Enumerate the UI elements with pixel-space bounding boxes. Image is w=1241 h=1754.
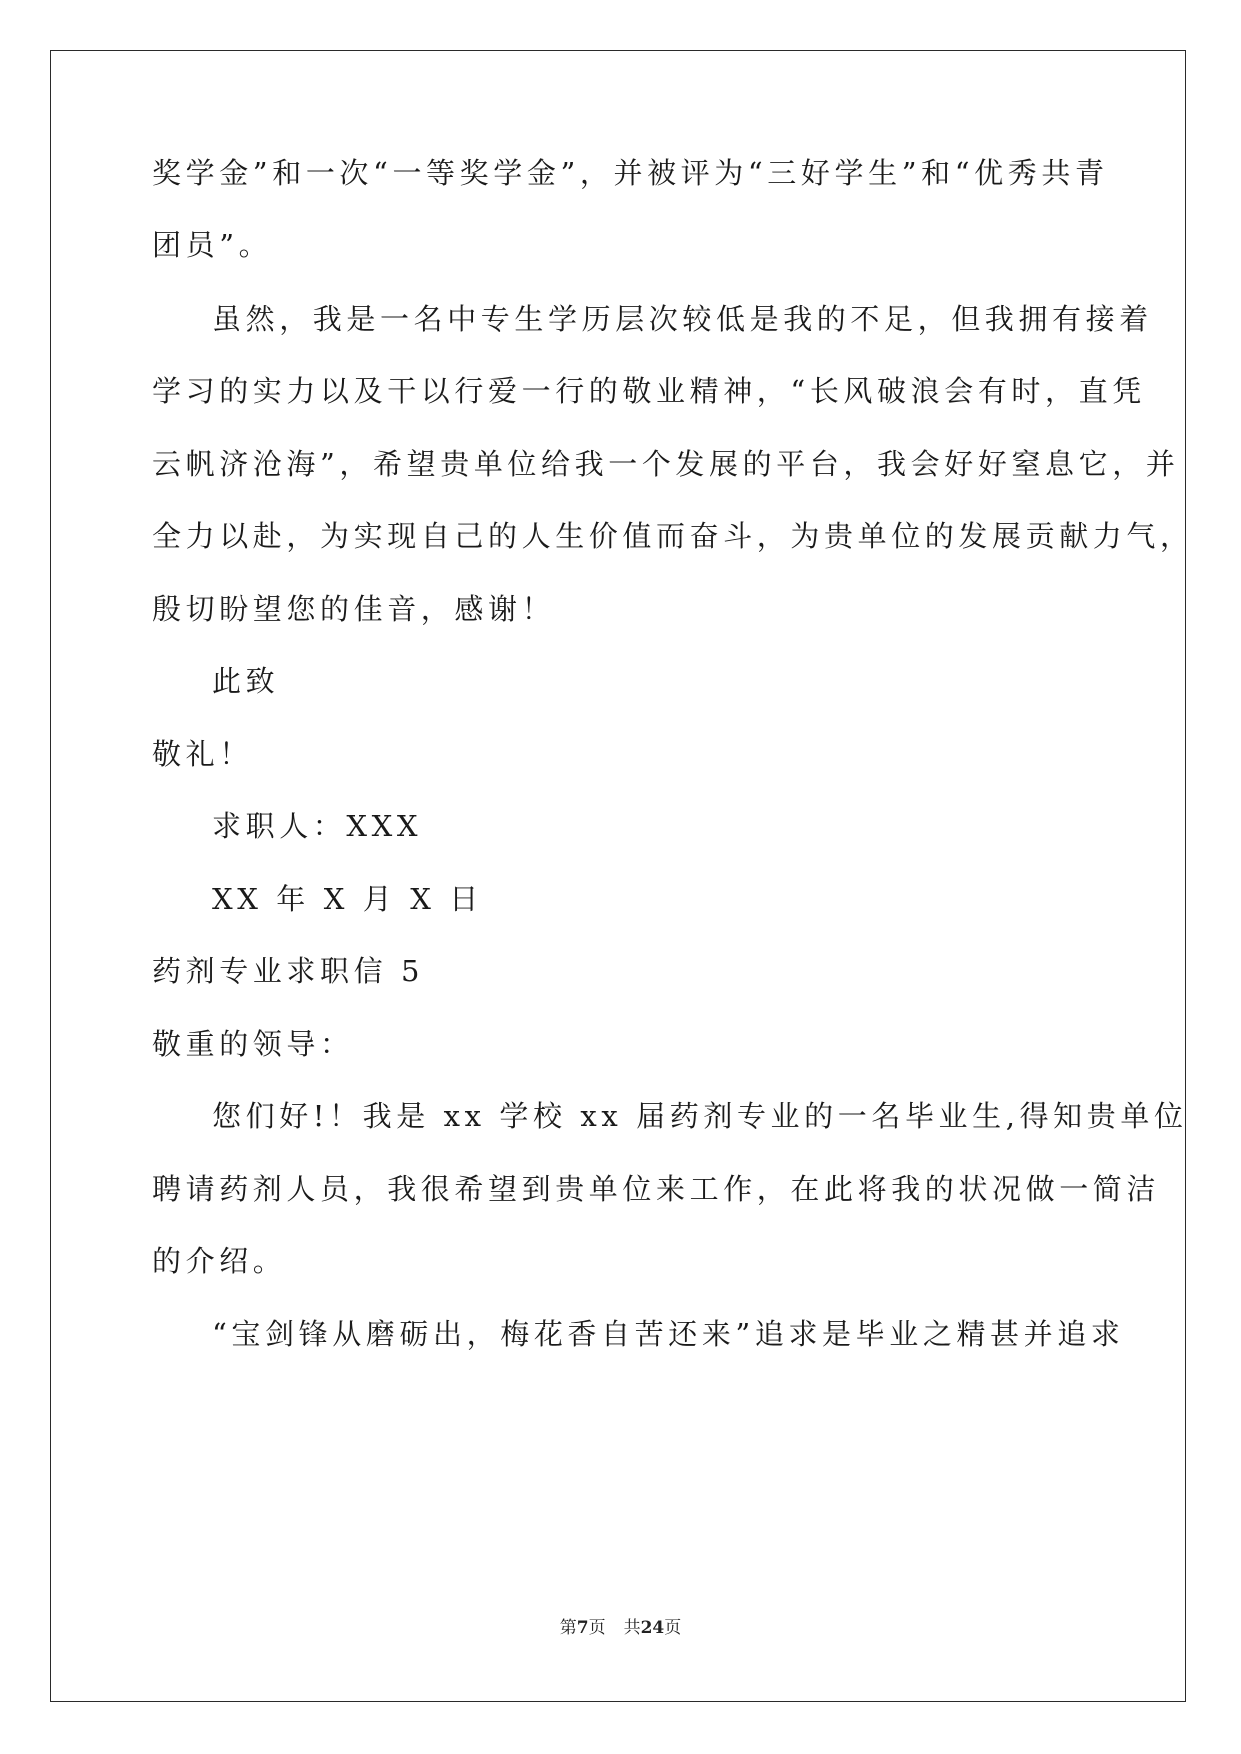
text-line: 奖学金”和一次“一等奖学金”，并被评为“三好学生”和“优秀共青 xyxy=(152,156,1109,190)
total-page-count: 24 xyxy=(640,1618,665,1638)
text-line: 聘请药剂人员，我很希望到贵单位来工作，在此将我的状况做一简洁 xyxy=(152,1172,1161,1206)
applicant-signature: 求职人：XXX xyxy=(212,809,423,843)
section-title: 药剂专业求职信 5 xyxy=(152,954,425,988)
page-border xyxy=(50,50,1186,1702)
page-suffix: 页 xyxy=(588,1618,606,1638)
date-line: XX 年 X 月 X 日 xyxy=(212,882,483,916)
total-suffix: 页 xyxy=(664,1618,682,1638)
page-prefix: 第 xyxy=(559,1618,577,1638)
closing-phrase: 此致 xyxy=(212,664,280,698)
current-page-number: 7 xyxy=(576,1618,589,1638)
text-line: 学习的实力以及干以行爱一行的敬业精神，“长风破浪会有时，直凭 xyxy=(152,374,1146,408)
paragraph-line: “宝剑锋从磨砺出，梅花香自苦还来”追求是毕业之精甚并追求 xyxy=(212,1317,1125,1351)
text-line: 团员”。 xyxy=(152,228,273,262)
text-line: 殷切盼望您的佳音，感谢！ xyxy=(152,592,556,626)
text-line: 的介绍。 xyxy=(152,1244,287,1278)
greeting: 敬重的领导： xyxy=(152,1027,354,1061)
paragraph-line: 您们好!！我是 xx 学校 xx 届药剂专业的一名毕业生,得知贵单位 xyxy=(212,1099,1188,1133)
text-line: 全力以赴，为实现自己的人生价值而奋斗，为贵单位的发展贡献力气， xyxy=(152,519,1194,553)
text-line: 云帆济沧海”，希望贵单位给我一个发展的平台，我会好好窒息它，并 xyxy=(152,447,1180,481)
salutation-closing: 敬礼！ xyxy=(152,737,253,771)
page-footer xyxy=(0,1613,1241,1638)
paragraph-line: 虽然，我是一名中专生学历层次较低是我的不足，但我拥有接着 xyxy=(212,302,1153,336)
total-prefix: 共 xyxy=(623,1618,641,1638)
